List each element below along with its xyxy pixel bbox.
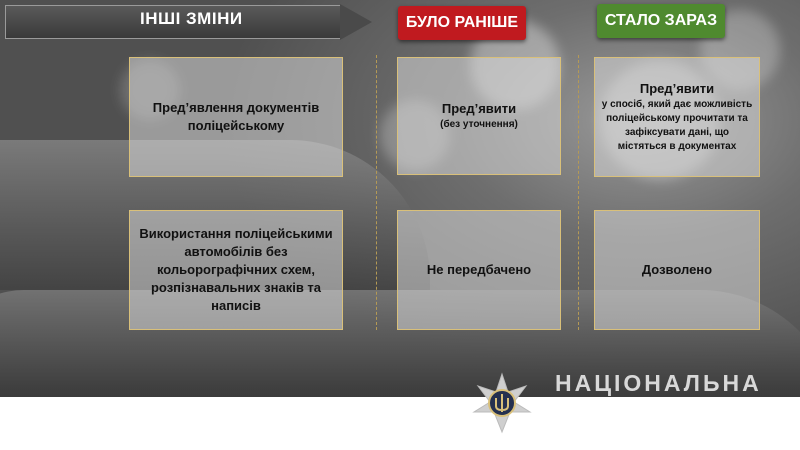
column-divider xyxy=(376,55,377,330)
footer-band xyxy=(0,397,800,450)
now-column-badge: СТАЛО ЗАРАЗ xyxy=(597,4,725,38)
now-box xyxy=(594,57,760,177)
topic-box xyxy=(129,210,343,330)
now-main-text: Пред’явити xyxy=(639,81,715,96)
topic-text: Використання поліцейськими автомобілів без кольорографічних схем, розпізнавальних знаків та написів xyxy=(139,226,333,313)
before-column-badge: БУЛО РАНІШЕ xyxy=(398,6,526,40)
before-sub-text: (без уточнення) xyxy=(440,119,518,130)
section-title: ІНШІ ЗМІНИ xyxy=(140,9,243,28)
topic-box xyxy=(129,57,343,177)
before-main-text: Не передбачено xyxy=(426,262,532,277)
now-main-text: Дозволено xyxy=(641,262,713,277)
topic-text: Пред’явлення документів поліцейському xyxy=(152,100,320,133)
now-sub-text: у спосіб, який дає можливість поліцейському прочитати та зафіксувати дані, що містяться в документах xyxy=(601,99,753,152)
before-box xyxy=(397,57,561,175)
before-main-text: Пред’явити xyxy=(441,101,517,116)
police-star-trident-icon xyxy=(470,372,534,436)
section-header-arrow xyxy=(340,4,372,40)
column-divider xyxy=(578,55,579,330)
before-box xyxy=(397,210,561,330)
now-box xyxy=(594,210,760,330)
brand-wordmark: НАЦІОНАЛЬНА xyxy=(555,370,762,396)
